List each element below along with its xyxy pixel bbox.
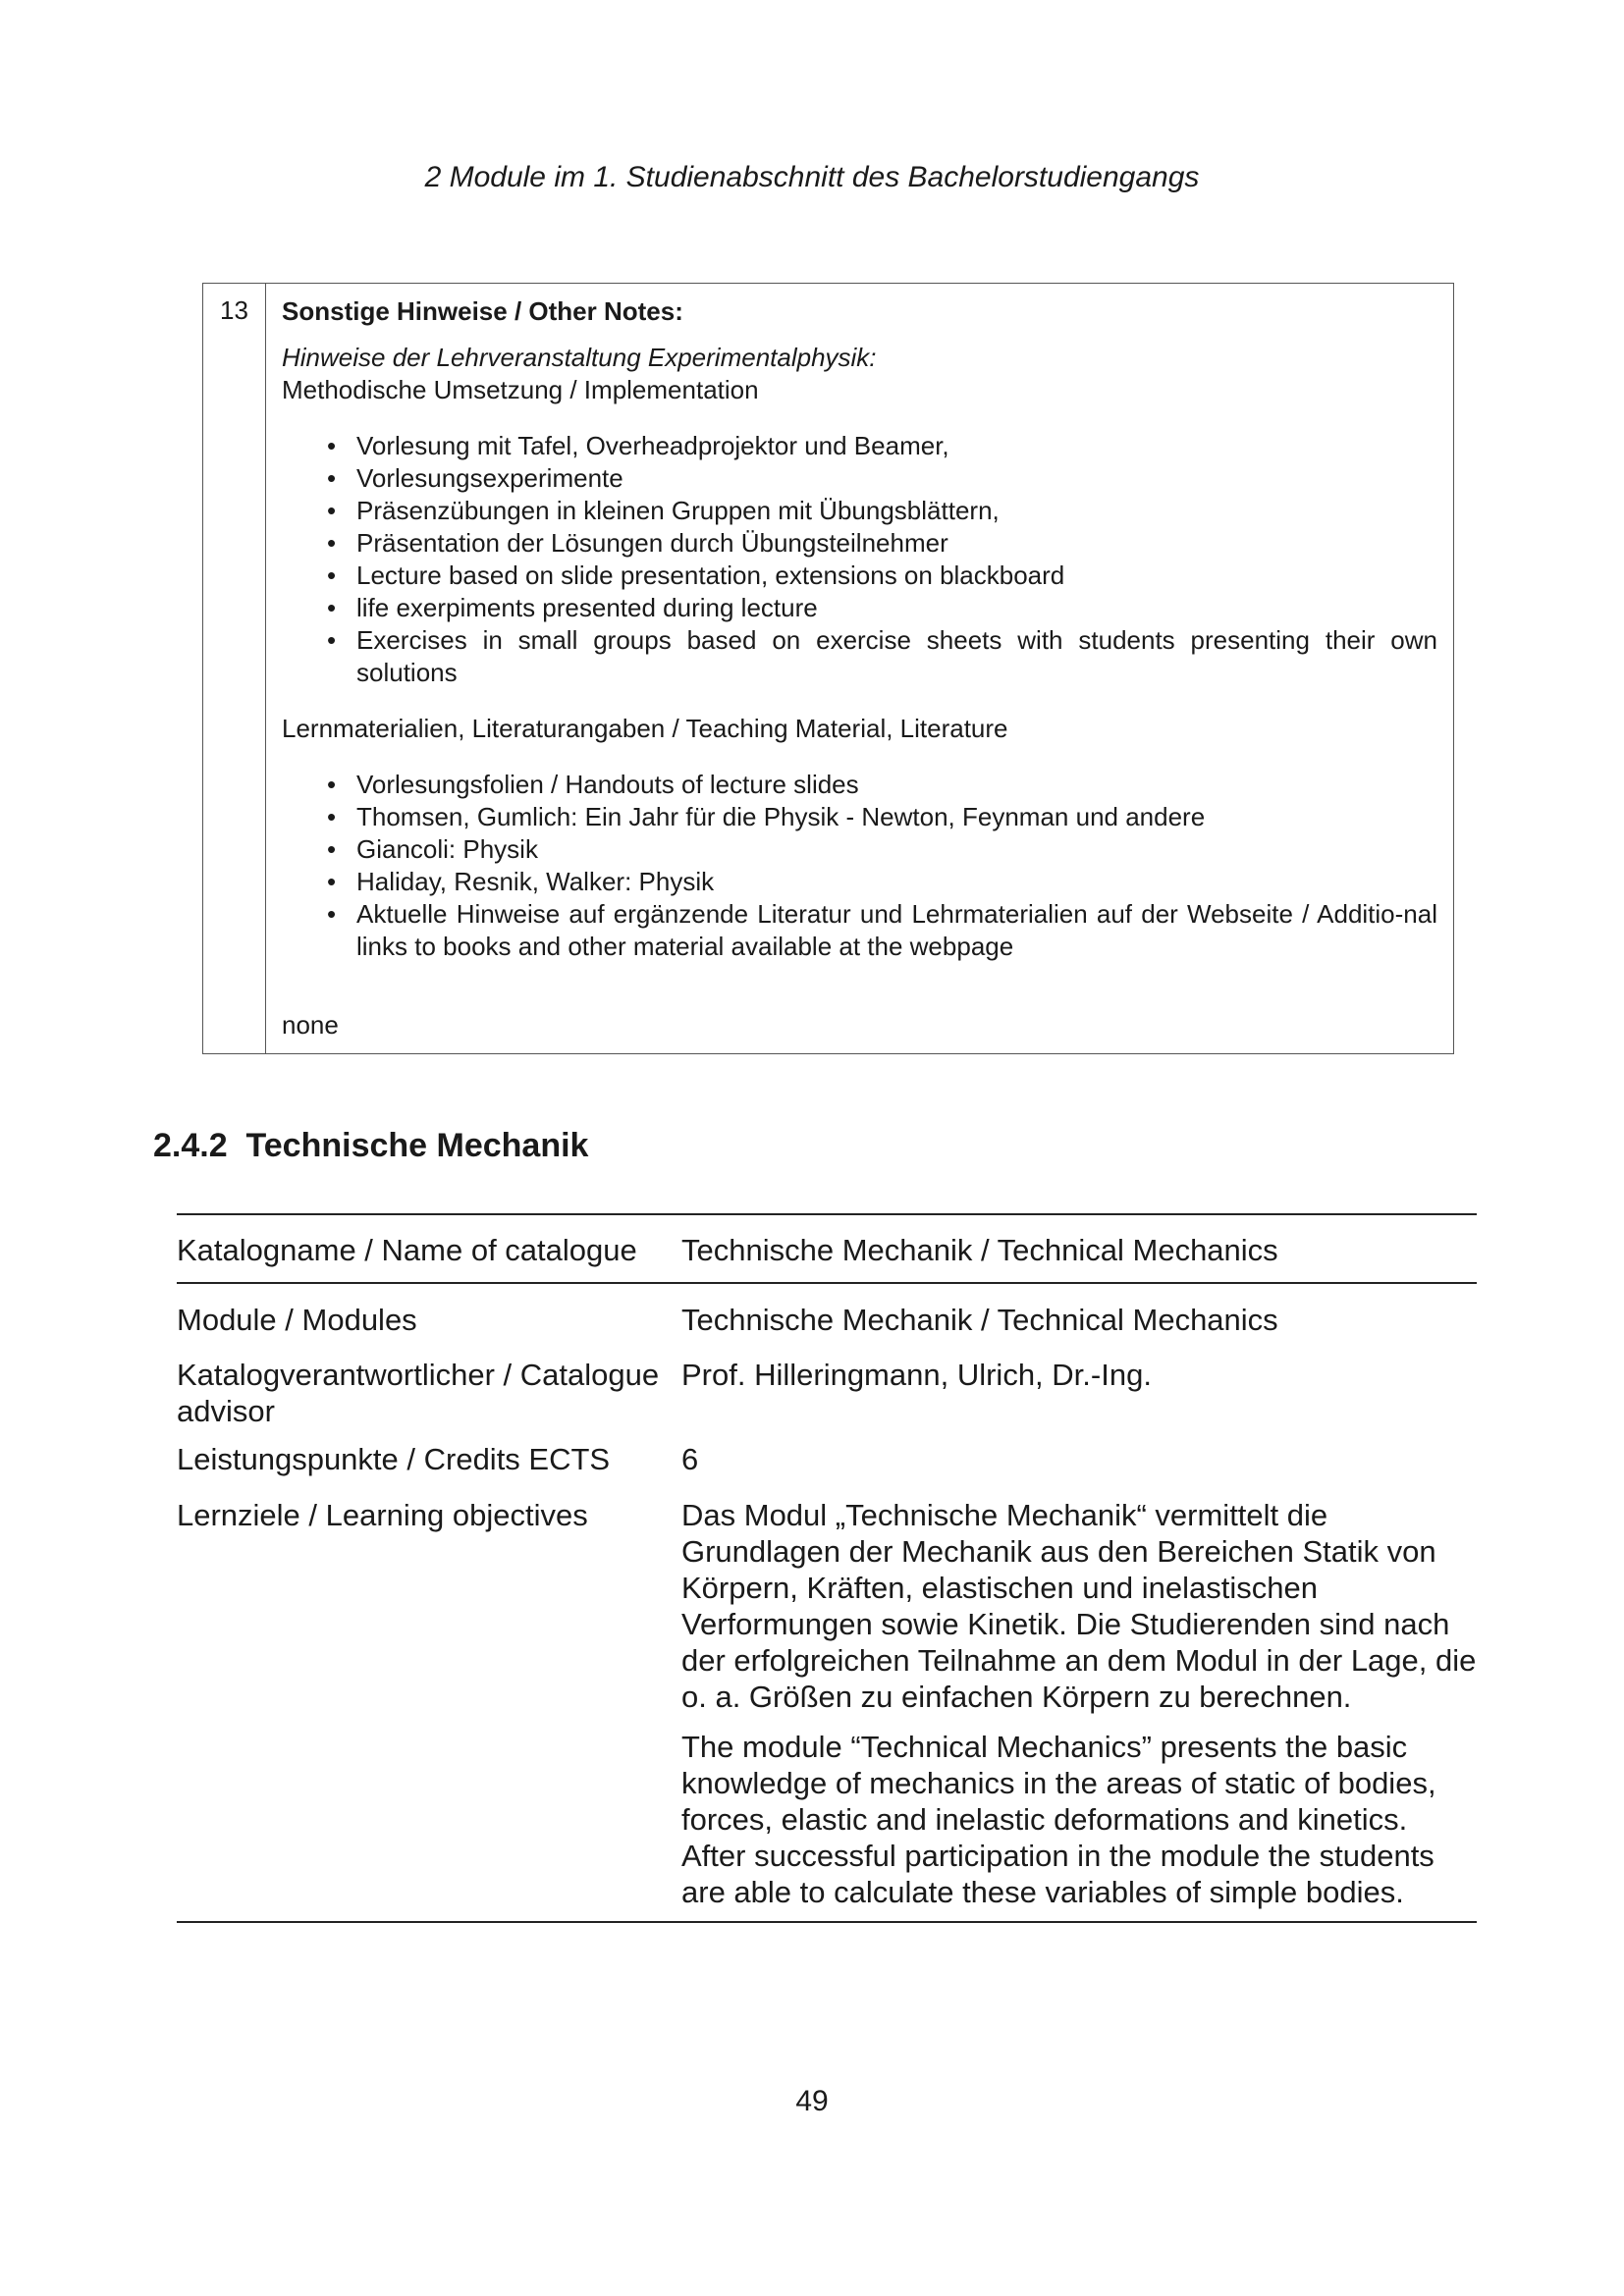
running-header: 2 Module im 1. Studienabschnitt des Bachelorstudiengangs [424, 161, 1200, 193]
list-item: • Exercises in small groups based on exercise sheets with students presenting their own solutions [282, 624, 1437, 689]
list-item: • Thomsen, Gumlich: Ein Jahr für die Physik - Newton, Feynman und andere [282, 801, 1437, 833]
objectives-value [681, 1497, 1477, 1910]
row-value: Technische Mechanik / Technical Mechanics [681, 1303, 1278, 1337]
notes-subtitle: Hinweise der Lehrveranstaltung Experimentalphysik: [282, 343, 877, 372]
methodology-list [282, 430, 1437, 689]
row-label: Leistungspunkte / Credits ECTS [177, 1442, 611, 1476]
objectives-label: Lernziele / Learning objectives [177, 1498, 588, 1532]
section-number: 2.4.2 [153, 1127, 228, 1164]
section-title: Technische Mechanik [245, 1127, 589, 1164]
materials-list [282, 769, 1437, 963]
list-item: • Lecture based on slide presentation, extensions on blackboard [282, 560, 1437, 592]
table-header-rule [177, 1282, 1477, 1284]
list-item: • Giancoli: Physik [282, 833, 1437, 866]
page-number: 49 [795, 2085, 829, 2117]
list-item: • life exerpiments presented during lecture [282, 592, 1437, 624]
objectives-de: Das Modul „Technische Mechanik“ vermittelt die Grundlagen der Mechanik aus den Bereichen Statik von Körpern, Kräften, elastischen und inelastischen Verformungen sowie Kinetik. Die Studierenden sind nach der erfolgreichen Teilnahme an dem Modul in der Lage, die o. a. Größen zu einfachen Körpern zu berechnen. [681, 1498, 1477, 1714]
row-value: 6 [681, 1442, 699, 1476]
list-item: • Vorlesungsexperimente [282, 462, 1437, 495]
objectives-en: The module “Technical Mechanics” presents the basic knowledge of mechanics in the areas of static of bodies, forces, elastic and inelastic deformations and kinetics. After successful participation in the module the students are able to calculate these variables of simple bodies. [681, 1730, 1436, 1909]
notes-footer: none [282, 1010, 339, 1040]
row-number: 13 [203, 284, 266, 1053]
list-item: • Vorlesung mit Tafel, Overheadprojektor und Beamer, [282, 430, 1437, 462]
methodology-heading: Methodische Umsetzung / Implementation [282, 375, 759, 404]
notes-box [202, 283, 1454, 1054]
table-bottom-rule [177, 1921, 1477, 1923]
row-value: Prof. Hilleringmann, Ulrich, Dr.-Ing. [681, 1358, 1152, 1392]
header-label: Katalogname / Name of catalogue [177, 1233, 637, 1267]
list-item: • Vorlesungsfolien / Handouts of lecture slides [282, 769, 1437, 801]
list-item: • Aktuelle Hinweise auf ergänzende Literatur und Lehrmaterialien auf der Webseite / Additio-nal links to books and other material available at the webpage [282, 898, 1437, 963]
list-item: • Präsenzübungen in kleinen Gruppen mit Übungsblättern, [282, 495, 1437, 527]
notes-title: Sonstige Hinweise / Other Notes: [282, 296, 683, 326]
materials-heading: Lernmaterialien, Literaturangaben / Teaching Material, Literature [282, 714, 1008, 743]
row-label: Katalogverantwortlicher / Catalogue advisor [177, 1358, 660, 1428]
header-value: Technische Mechanik / Technical Mechanics [681, 1233, 1278, 1267]
section-heading [153, 1127, 588, 1165]
list-item: • Präsentation der Lösungen durch Übungsteilnehmer [282, 527, 1437, 560]
table-top-rule [177, 1213, 1477, 1215]
list-item: • Haliday, Resnik, Walker: Physik [282, 866, 1437, 898]
row-label: Module / Modules [177, 1303, 417, 1337]
notes-content [282, 295, 1437, 963]
